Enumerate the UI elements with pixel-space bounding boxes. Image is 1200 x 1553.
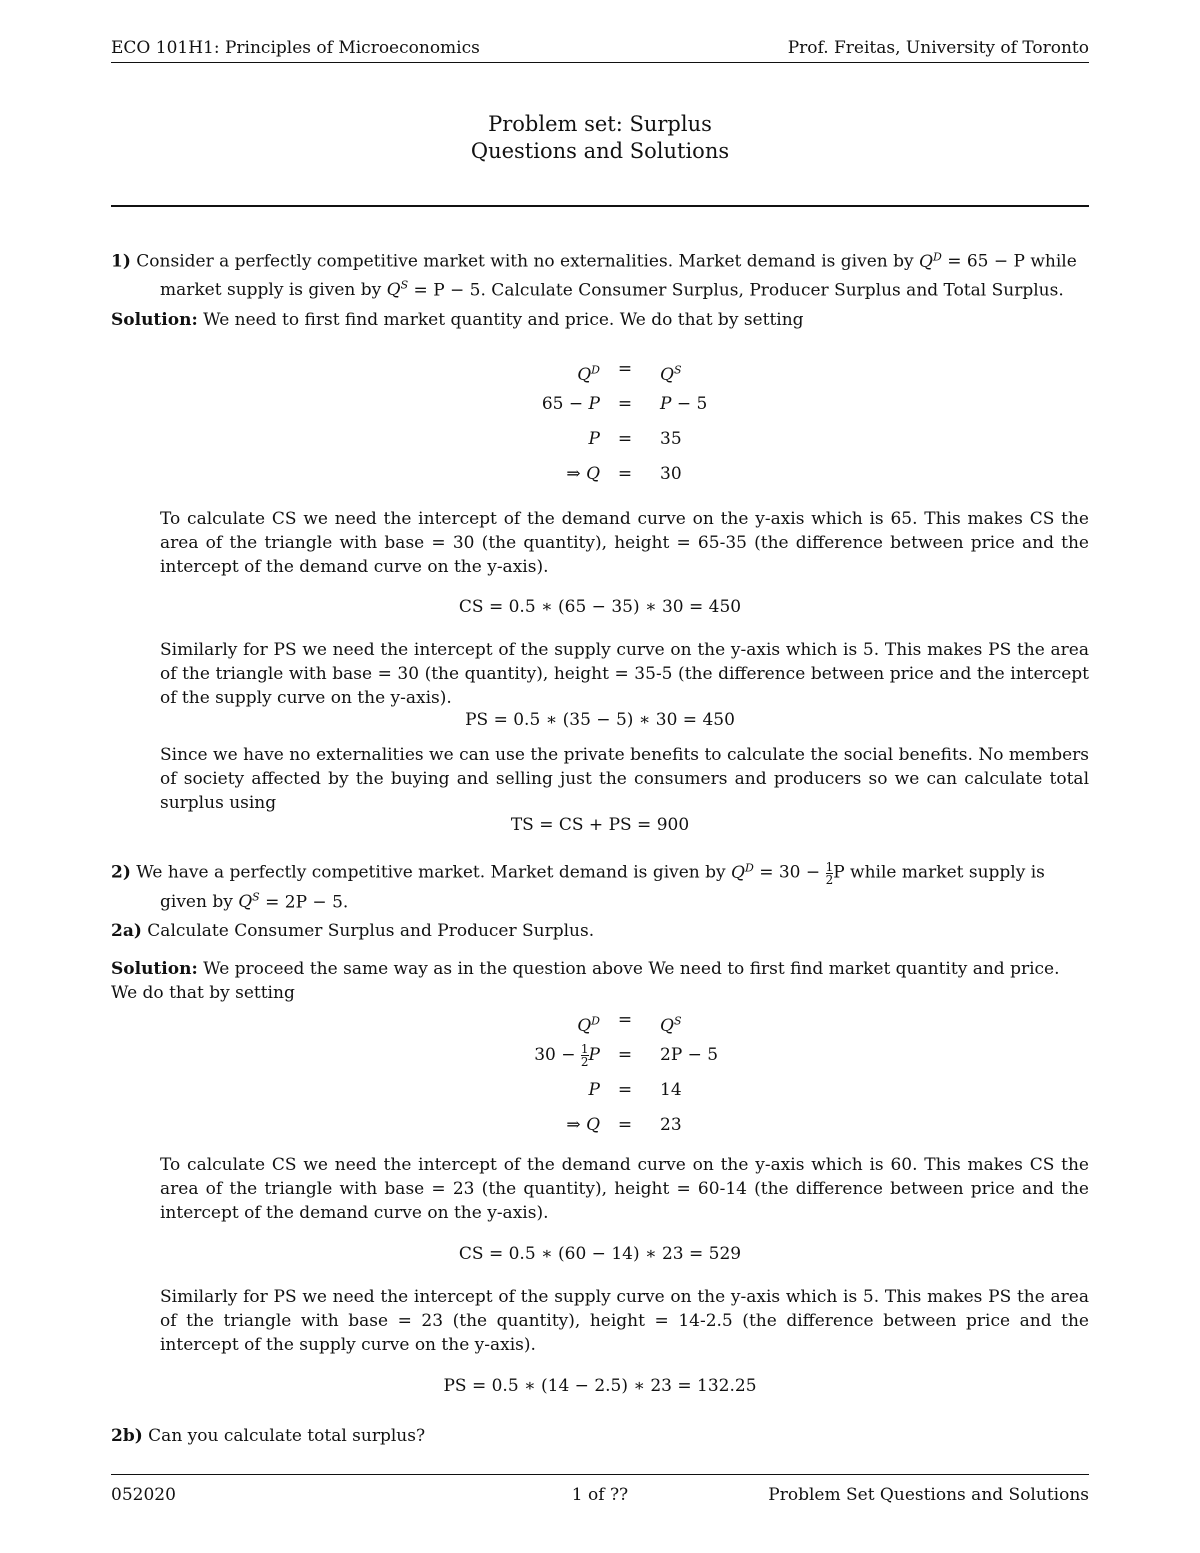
ps-explanation-1: Similarly for PS we need the intercept of the supply curve on the y-axis which is 5. This makes PS the area of the triangle with base = 30 (the quantity), height = 35-5 (the difference between price and the intercept of the supply curve on the y-axis). bbox=[160, 640, 1089, 708]
ts-explanation-1: Since we have no externalities we can use the private benefits to calculate the social benefits. No members of society affected by the buying and selling just the consumers and producers so we can calculate total surplus using bbox=[160, 745, 1089, 813]
running-header-course: ECO 101H1: Principles of Microeconomics bbox=[111, 38, 480, 58]
quantity-value: 30 bbox=[660, 464, 682, 484]
cs-equation-1: CS = 0.5 ∗ (65 − 35) ∗ 30 = 450 bbox=[458, 597, 742, 617]
question-2a bbox=[111, 919, 1089, 943]
solution-label: Solution: bbox=[111, 959, 198, 979]
cs-equation-2: CS = 0.5 ∗ (60 − 14) ∗ 23 = 529 bbox=[458, 1244, 742, 1264]
fraction: $\frac{1}{2}$ bbox=[825, 859, 834, 887]
footer-doc-title: Problem Set Questions and Solutions bbox=[768, 1485, 1089, 1505]
question-1: 1) Consider a perfectly competitive market with no externalities. Market demand is given by $Q^D = 65 - P$ while market supply is given by $Q^S = P - 5$. Calculate Consumer Surplus, Producer Surplus and Total Surplus. bbox=[111, 250, 1077, 301]
supply-equation: = 2P − 5. bbox=[265, 892, 349, 913]
question-2b bbox=[111, 1424, 1089, 1448]
solution-label: Solution: bbox=[111, 310, 198, 330]
solution-text: We proceed the same way as in the question above We need to first find market quantity and price. We do that by setting bbox=[111, 959, 1060, 1003]
question-2: 2) We have a perfectly competitive market. Market demand is given by $Q^D = 30$ − $\frac{1}{2}$ P while market supply is given by $Q^S = 2P - 5$. bbox=[111, 859, 1045, 913]
ps-equation-2: PS = 0.5 ∗ (14 − 2.5) ∗ 23 = 132.25 bbox=[443, 1376, 757, 1396]
demand-equation: = 30 − bbox=[759, 862, 821, 883]
quantity-value: 23 bbox=[660, 1115, 682, 1135]
footer-date: 052020 bbox=[111, 1485, 176, 1505]
question-text: market supply is given by bbox=[160, 280, 382, 301]
demand-equation: = 65 − P while bbox=[947, 251, 1077, 272]
running-header-author: Prof. Freitas, University of Toronto bbox=[787, 38, 1089, 58]
equation-array-1: $Q^D$ = $Q^S$ 65 − P = P − 5 P = 35 ⇒ Q = 30 bbox=[480, 352, 740, 492]
footer-rule bbox=[111, 1474, 1089, 1475]
supply-equation: = P − 5. Calculate Consumer Surplus, Producer Surplus and Total Surplus. bbox=[413, 280, 1064, 301]
question-text: Can you calculate total surplus? bbox=[148, 1426, 426, 1446]
solution-1-intro bbox=[111, 308, 1089, 332]
demand-equation-tail: P while market supply is bbox=[833, 862, 1045, 883]
ps-equation-1: PS = 0.5 ∗ (35 − 5) ∗ 30 = 450 bbox=[465, 710, 735, 730]
question-text: Consider a perfectly competitive market with no externalities. Market demand is given by bbox=[136, 251, 914, 272]
page-subtitle: Questions and Solutions bbox=[470, 139, 730, 163]
price-value: 35 bbox=[660, 429, 682, 449]
cs-explanation-1: To calculate CS we need the intercept of the demand curve on the y-axis which is 65. This makes CS the area of the triangle with base = 30 (the quantity), height = 65-35 (the difference between price and the intercept of the demand curve on the y-axis). bbox=[160, 509, 1089, 577]
header-rule bbox=[111, 62, 1089, 63]
title-rule bbox=[111, 205, 1089, 207]
question-number: 2) bbox=[111, 862, 131, 883]
solution-text: We need to first find market quantity and price. We do that by setting bbox=[203, 310, 804, 330]
question-number: 2b) bbox=[111, 1426, 143, 1446]
question-text: We have a perfectly competitive market. Market demand is given by bbox=[136, 862, 726, 883]
question-text: Calculate Consumer Surplus and Producer Surplus. bbox=[147, 921, 595, 941]
question-number: 2a) bbox=[111, 921, 142, 941]
page-title: Problem set: Surplus bbox=[488, 112, 712, 136]
cs-explanation-2: To calculate CS we need the intercept of the demand curve on the y-axis which is 60. This makes CS the area of the triangle with base = 23 (the quantity), height = 60-14 (the difference between price and the intercept of the demand curve on the y-axis). bbox=[160, 1155, 1089, 1223]
question-text: given by bbox=[160, 892, 233, 913]
price-value: 14 bbox=[660, 1080, 682, 1100]
question-number: 1) bbox=[111, 251, 131, 272]
equation-array-2: $Q^D$ = $Q^S$ 30 − $\frac{1}{2}$ P = 2P − 5 P = 14 ⇒ Q = 23 bbox=[480, 1003, 740, 1143]
solution-2-intro bbox=[111, 957, 1089, 1005]
ps-explanation-2: Similarly for PS we need the intercept of the supply curve on the y-axis which is 5. This makes PS the area of the triangle with base = 23 (the quantity), height = 14-2.5 (the difference between price and the intercept of the supply curve on the y-axis). bbox=[160, 1287, 1089, 1355]
ts-equation-1: TS = CS + PS = 900 bbox=[510, 815, 690, 835]
footer-page-number: 1 of ?? bbox=[571, 1485, 629, 1505]
